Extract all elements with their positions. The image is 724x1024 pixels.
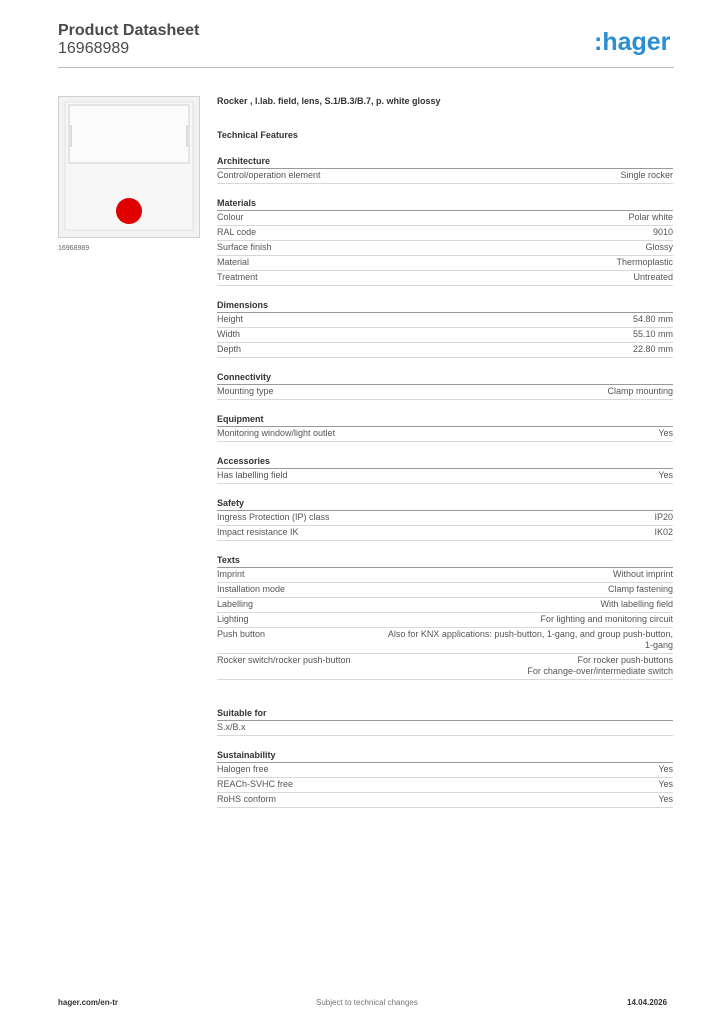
spec-value (254, 212, 673, 223)
spec-section (217, 498, 673, 541)
section-title: Sustainability (217, 750, 673, 763)
spec-value (279, 764, 673, 775)
spec-key: Lighting (217, 614, 249, 624)
spec-value-line: Untreated (633, 272, 673, 282)
spec-section (217, 414, 673, 442)
spec-key: Labelling (217, 599, 254, 609)
section-title: Suitable for (217, 708, 673, 721)
spec-value (345, 428, 673, 439)
spec-key: S.x/B.x (217, 722, 246, 732)
spec-key: Depth (217, 344, 242, 354)
spec-value (255, 569, 673, 580)
spec-section (217, 555, 673, 680)
spec-row (217, 628, 673, 654)
spec-section (217, 750, 673, 808)
spec-value (361, 655, 673, 677)
spec-section (217, 456, 673, 484)
spec-key: Ingress Protection (IP) class (217, 512, 330, 522)
product-image (58, 96, 200, 238)
spec-value (309, 527, 673, 538)
spec-key: Control/operation element (217, 170, 321, 180)
spec-key: RoHS conform (217, 794, 277, 804)
spec-section (217, 300, 673, 358)
spec-row (217, 211, 673, 226)
header-divider (58, 67, 674, 68)
spec-value (259, 614, 673, 625)
rocker-product-image-icon (59, 97, 199, 237)
spec-section (217, 198, 673, 286)
spec-row (217, 469, 673, 484)
spec-row (217, 526, 673, 541)
spec-key: Halogen free (217, 764, 269, 774)
spec-value (303, 779, 673, 790)
spec-value-line: For lighting and monitoring circuit (540, 614, 673, 624)
spec-key: Colour (217, 212, 244, 222)
spec-key: Installation mode (217, 584, 286, 594)
spec-content (217, 96, 673, 808)
spec-value-line: For change-over/intermediate switch (527, 666, 673, 676)
spec-value (251, 344, 673, 355)
spec-value (331, 170, 673, 181)
spec-row (217, 793, 673, 808)
lens-indicator (116, 198, 142, 224)
spec-value-line: With labelling field (600, 599, 673, 609)
spec-section (217, 372, 673, 400)
spec-value-line: Yes (658, 779, 673, 789)
spec-value-line: 1-gang (644, 640, 673, 650)
spec-value (282, 242, 673, 253)
spec-value-line: 22.80 mm (632, 344, 673, 354)
spec-value (286, 794, 673, 805)
spec-value-line: IK02 (654, 527, 673, 537)
spec-row (217, 271, 673, 286)
spec-row (217, 343, 673, 358)
spec-value (268, 272, 673, 283)
spec-row (217, 511, 673, 526)
spec-value (295, 584, 673, 595)
spec-value-line: Polar white (628, 212, 673, 222)
spec-row (217, 778, 673, 793)
spec-value-line: Thermoplastic (616, 257, 673, 267)
section-title: Dimensions (217, 300, 673, 313)
spec-row (217, 241, 673, 256)
footer-notice: Subject to technical changes (316, 998, 418, 1007)
spec-value-line: 9010 (652, 227, 673, 237)
section-title: Texts (217, 555, 673, 568)
section-gap (217, 680, 673, 694)
spec-key: Width (217, 329, 241, 339)
spec-value-line: Without imprint (612, 569, 673, 579)
footer-date: 14.04.2026 (627, 998, 668, 1007)
spec-key: Mounting type (217, 386, 274, 396)
spec-row (217, 427, 673, 442)
footer-url[interactable]: hager.com/en-tr (58, 998, 119, 1007)
spec-value-line: Yes (658, 428, 673, 438)
image-caption: 16968989 (58, 245, 90, 252)
spec-value-line: Yes (658, 794, 673, 804)
spec-key: Push button (217, 629, 266, 639)
spec-value (284, 386, 673, 397)
spec-value (266, 227, 673, 238)
spec-key: Surface finish (217, 242, 272, 252)
spec-key: Rocker switch/rocker push-button (217, 655, 351, 665)
spec-key: Monitoring window/light outlet (217, 428, 336, 438)
spec-value-line: Clamp fastening (607, 584, 673, 594)
spec-row (217, 583, 673, 598)
spec-value-line: Also for KNX applications: push-button, 1-gang, and group push-button, (387, 629, 673, 639)
spec-value-line: For rocker push-buttons (577, 655, 673, 665)
section-title: Accessories (217, 456, 673, 469)
spec-row (217, 654, 673, 680)
logo-text: :hager (594, 28, 671, 56)
spec-row (217, 385, 673, 400)
spec-key: Material (217, 257, 250, 267)
spec-value-line: Single rocker (620, 170, 673, 180)
section-title: Equipment (217, 414, 673, 427)
spec-value-line: Yes (658, 764, 673, 774)
section-title: Connectivity (217, 372, 673, 385)
product-number: 16968989 (58, 40, 130, 57)
section-title: Architecture (217, 156, 673, 169)
spec-row (217, 763, 673, 778)
product-title: Rocker , l.lab. field, lens, S.1/B.3/B.7, p. white glossy (217, 96, 441, 106)
spec-value (256, 722, 673, 733)
section-title: Materials (217, 198, 673, 211)
spec-row (217, 613, 673, 628)
spec-key: Treatment (217, 272, 258, 282)
spec-row (217, 313, 673, 328)
spec-key: RAL code (217, 227, 257, 237)
hager-logo (594, 28, 674, 56)
spec-value-line: Yes (658, 470, 673, 480)
spec-value (253, 314, 673, 325)
spec-sections (217, 156, 673, 808)
spec-value (250, 329, 673, 340)
section-title: Safety (217, 498, 673, 511)
page-title: Product Datasheet (58, 22, 200, 39)
spec-value-line: IP20 (654, 512, 673, 522)
spec-row (217, 568, 673, 583)
spec-value (275, 629, 673, 651)
spec-section (217, 708, 673, 736)
spec-section (217, 156, 673, 184)
spec-key: REACh-SVHC free (217, 779, 294, 789)
spec-key: Impact resistance IK (217, 527, 299, 537)
spec-key: Height (217, 314, 244, 324)
spec-row (217, 226, 673, 241)
spec-value (263, 599, 673, 610)
spec-value (340, 512, 673, 523)
spec-value-line: Clamp mounting (607, 386, 673, 396)
spec-value (259, 257, 673, 268)
technical-features-heading: Technical Features (217, 130, 298, 140)
spec-key: Has labelling field (217, 470, 288, 480)
spec-row (217, 256, 673, 271)
spec-row (217, 328, 673, 343)
spec-value-line: Glossy (645, 242, 673, 252)
spec-row (217, 169, 673, 184)
spec-value (298, 470, 673, 481)
spec-key: Imprint (217, 569, 245, 579)
spec-value-line: 55.10 mm (632, 329, 673, 339)
spec-row (217, 721, 673, 736)
spec-row (217, 598, 673, 613)
spec-value-line: 54.80 mm (632, 314, 673, 324)
